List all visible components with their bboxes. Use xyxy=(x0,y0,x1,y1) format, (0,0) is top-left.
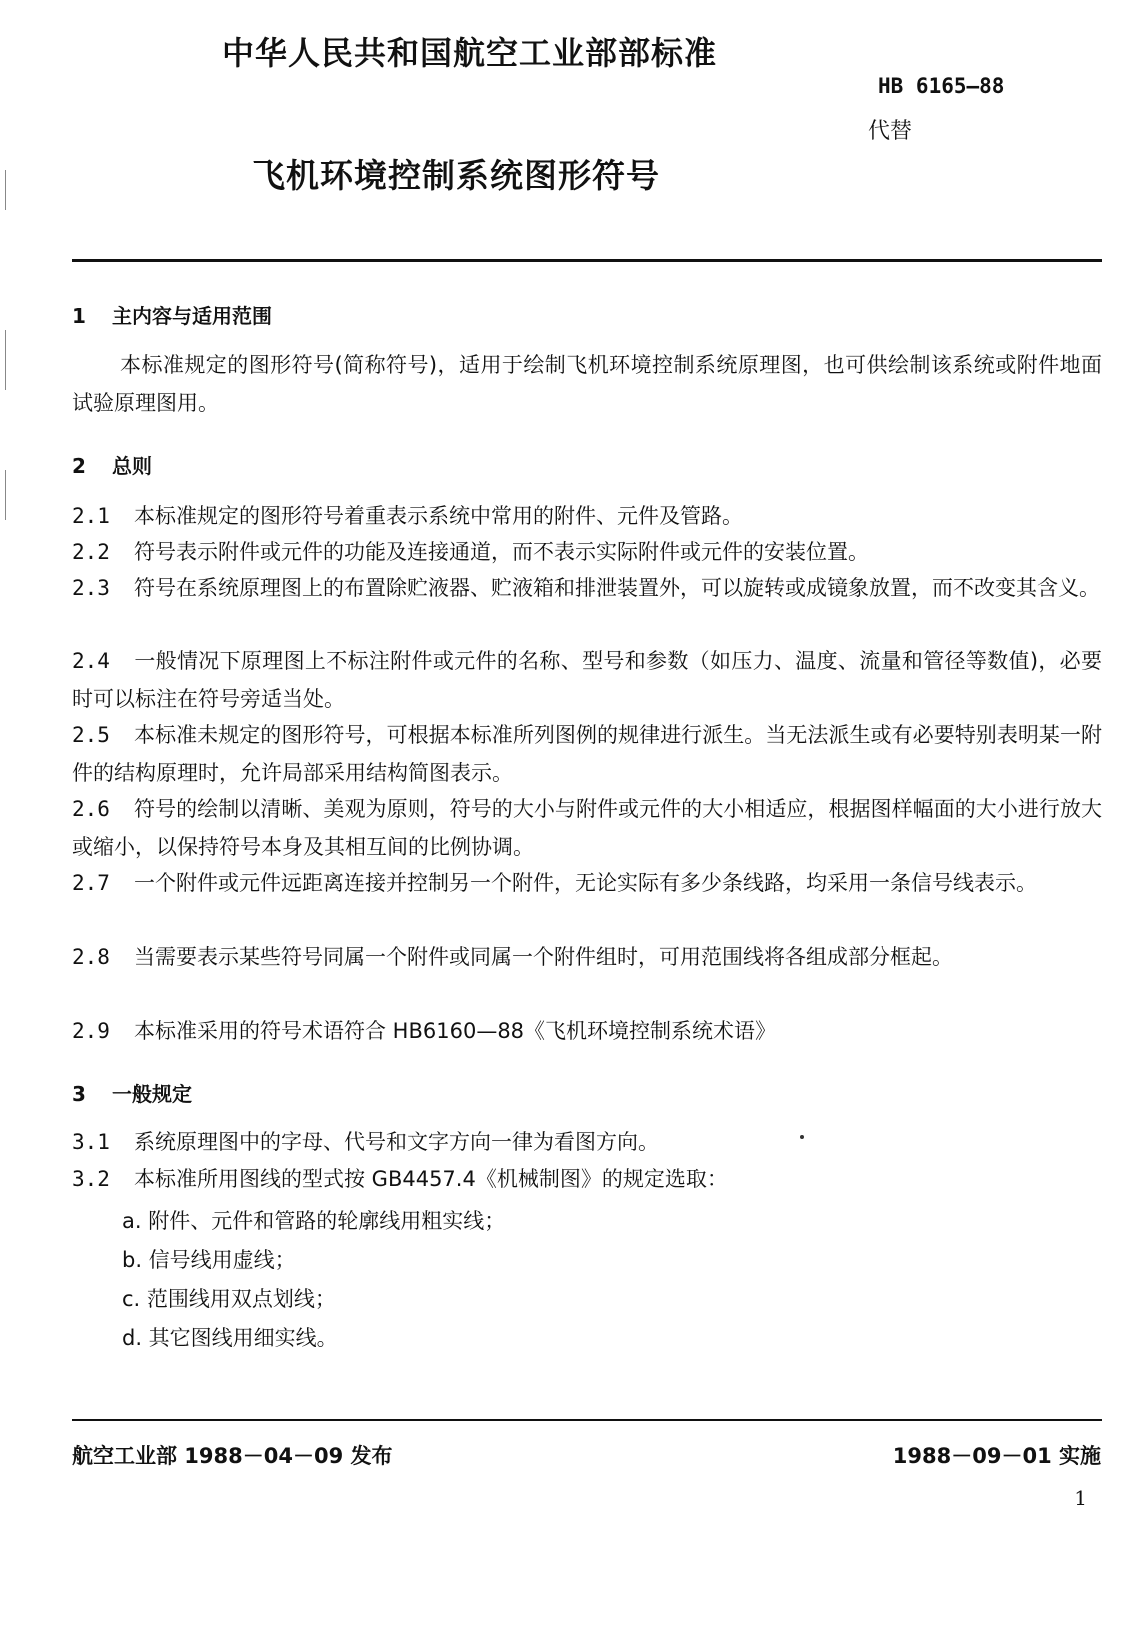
scan-mark xyxy=(5,330,6,390)
clause-2-6 xyxy=(72,790,1102,866)
clause-3-2 xyxy=(72,1160,1102,1198)
section-number: 3 xyxy=(72,1082,86,1106)
header-divider xyxy=(72,259,1102,262)
clause-text: 本标准未规定的图形符号，可根据本标准所列图例的规律进行派生。当无法派生或有必要特别表明某一附件的结构原理时，允许局部采用结构简图表示。 xyxy=(72,723,1102,785)
clause-text: 当需要表示某些符号同属一个附件或同属一个附件组时，可用范围线将各组成部分框起。 xyxy=(134,945,953,969)
clause-2-3 xyxy=(72,569,1102,607)
clause-number: 2.3 xyxy=(72,576,110,600)
section-heading-1 xyxy=(72,300,272,329)
section-title: 总则 xyxy=(112,454,152,478)
scan-mark xyxy=(5,170,6,210)
clause-2-5 xyxy=(72,716,1102,792)
scan-mark xyxy=(5,470,6,520)
page-number: 1 xyxy=(1074,1486,1087,1510)
list-item: a. 附件、元件和管路的轮廓线用粗实线； xyxy=(122,1209,506,1233)
clause-number: 2.4 xyxy=(72,649,110,673)
issue-date: 航空工业部 1988－04－09 发布 xyxy=(72,1444,393,1468)
clause-2-8 xyxy=(72,938,1102,976)
standard-code: HB 6165—88 xyxy=(878,74,1005,98)
clause-number: 2.6 xyxy=(72,797,110,821)
list-item: b. 信号线用虚线； xyxy=(122,1248,296,1272)
clause-text: 符号在系统原理图上的布置除贮液器、贮液箱和排泄装置外，可以旋转或成镜象放置，而不改变其含义。 xyxy=(134,576,1100,600)
clause-text: 本标准所用图线的型式按 GB4457.4《机械制图》的规定选取： xyxy=(134,1167,728,1191)
clause-number: 2.5 xyxy=(72,723,110,747)
effective-date: 1988－09－01 实施 xyxy=(892,1444,1101,1468)
clause-2-9 xyxy=(72,1012,1102,1050)
clause-number: 2.9 xyxy=(72,1019,110,1043)
clause-number: 3.2 xyxy=(72,1167,110,1191)
clause-2-2 xyxy=(72,533,1102,571)
clause-number: 2.7 xyxy=(72,871,110,895)
footer-divider xyxy=(72,1419,1102,1421)
clause-text: 本标准采用的符号术语符合 HB6160—88《飞机环境控制系统术语》 xyxy=(134,1019,777,1043)
clause-text: 符号表示附件或元件的功能及连接通道，而不表示实际附件或元件的安装位置。 xyxy=(134,540,869,564)
clause-number: 2.1 xyxy=(72,504,110,528)
clause-text: 符号的绘制以清晰、美观为原则，符号的大小与附件或元件的大小相适应，根据图样幅面的大小进行放大或缩小，以保持符号本身及其相互间的比例协调。 xyxy=(72,797,1102,859)
replaces-label: 代替 xyxy=(868,119,913,144)
section-title: 一般规定 xyxy=(112,1082,192,1106)
clause-text: 一个附件或元件远距离连接并控制另一个附件，无论实际有多少条线路，均采用一条信号线表示。 xyxy=(134,871,1037,895)
section-number: 2 xyxy=(72,454,86,478)
section-heading-2 xyxy=(72,450,152,479)
list-item: c. 范围线用双点划线； xyxy=(122,1287,336,1311)
clause-text: 本标准规定的图形符号着重表示系统中常用的附件、元件及管路。 xyxy=(134,504,743,528)
clause-2-1 xyxy=(72,497,1102,535)
clause-2-7 xyxy=(72,864,1102,902)
clause-number: 2.8 xyxy=(72,945,110,969)
clause-2-4 xyxy=(72,642,1102,718)
document-title: 飞机环境控制系统图形符号 xyxy=(252,156,660,195)
clause-text: 一般情况下原理图上不标注附件或元件的名称、型号和参数（如压力、温度、流量和管径等数值)，必要时可以标注在符号旁适当处。 xyxy=(72,649,1102,711)
organization-title: 中华人民共和国航空工业部部标准 xyxy=(222,34,718,72)
clause-3-1 xyxy=(72,1123,1102,1161)
list-item: d. 其它图线用细实线。 xyxy=(122,1326,338,1350)
clause-number: 2.2 xyxy=(72,540,110,564)
section-title: 主内容与适用范围 xyxy=(112,304,272,328)
clause-number: 3.1 xyxy=(72,1130,110,1154)
section-number: 1 xyxy=(72,304,86,328)
section-heading-3 xyxy=(72,1078,192,1107)
clause-text: 系统原理图中的字母、代号和文字方向一律为看图方向。 xyxy=(134,1130,659,1154)
section-1-paragraph: 本标准规定的图形符号(简称符号)，适用于绘制飞机环境控制系统原理图，也可供绘制该系统或附件地面试验原理图用。 xyxy=(72,353,1102,415)
